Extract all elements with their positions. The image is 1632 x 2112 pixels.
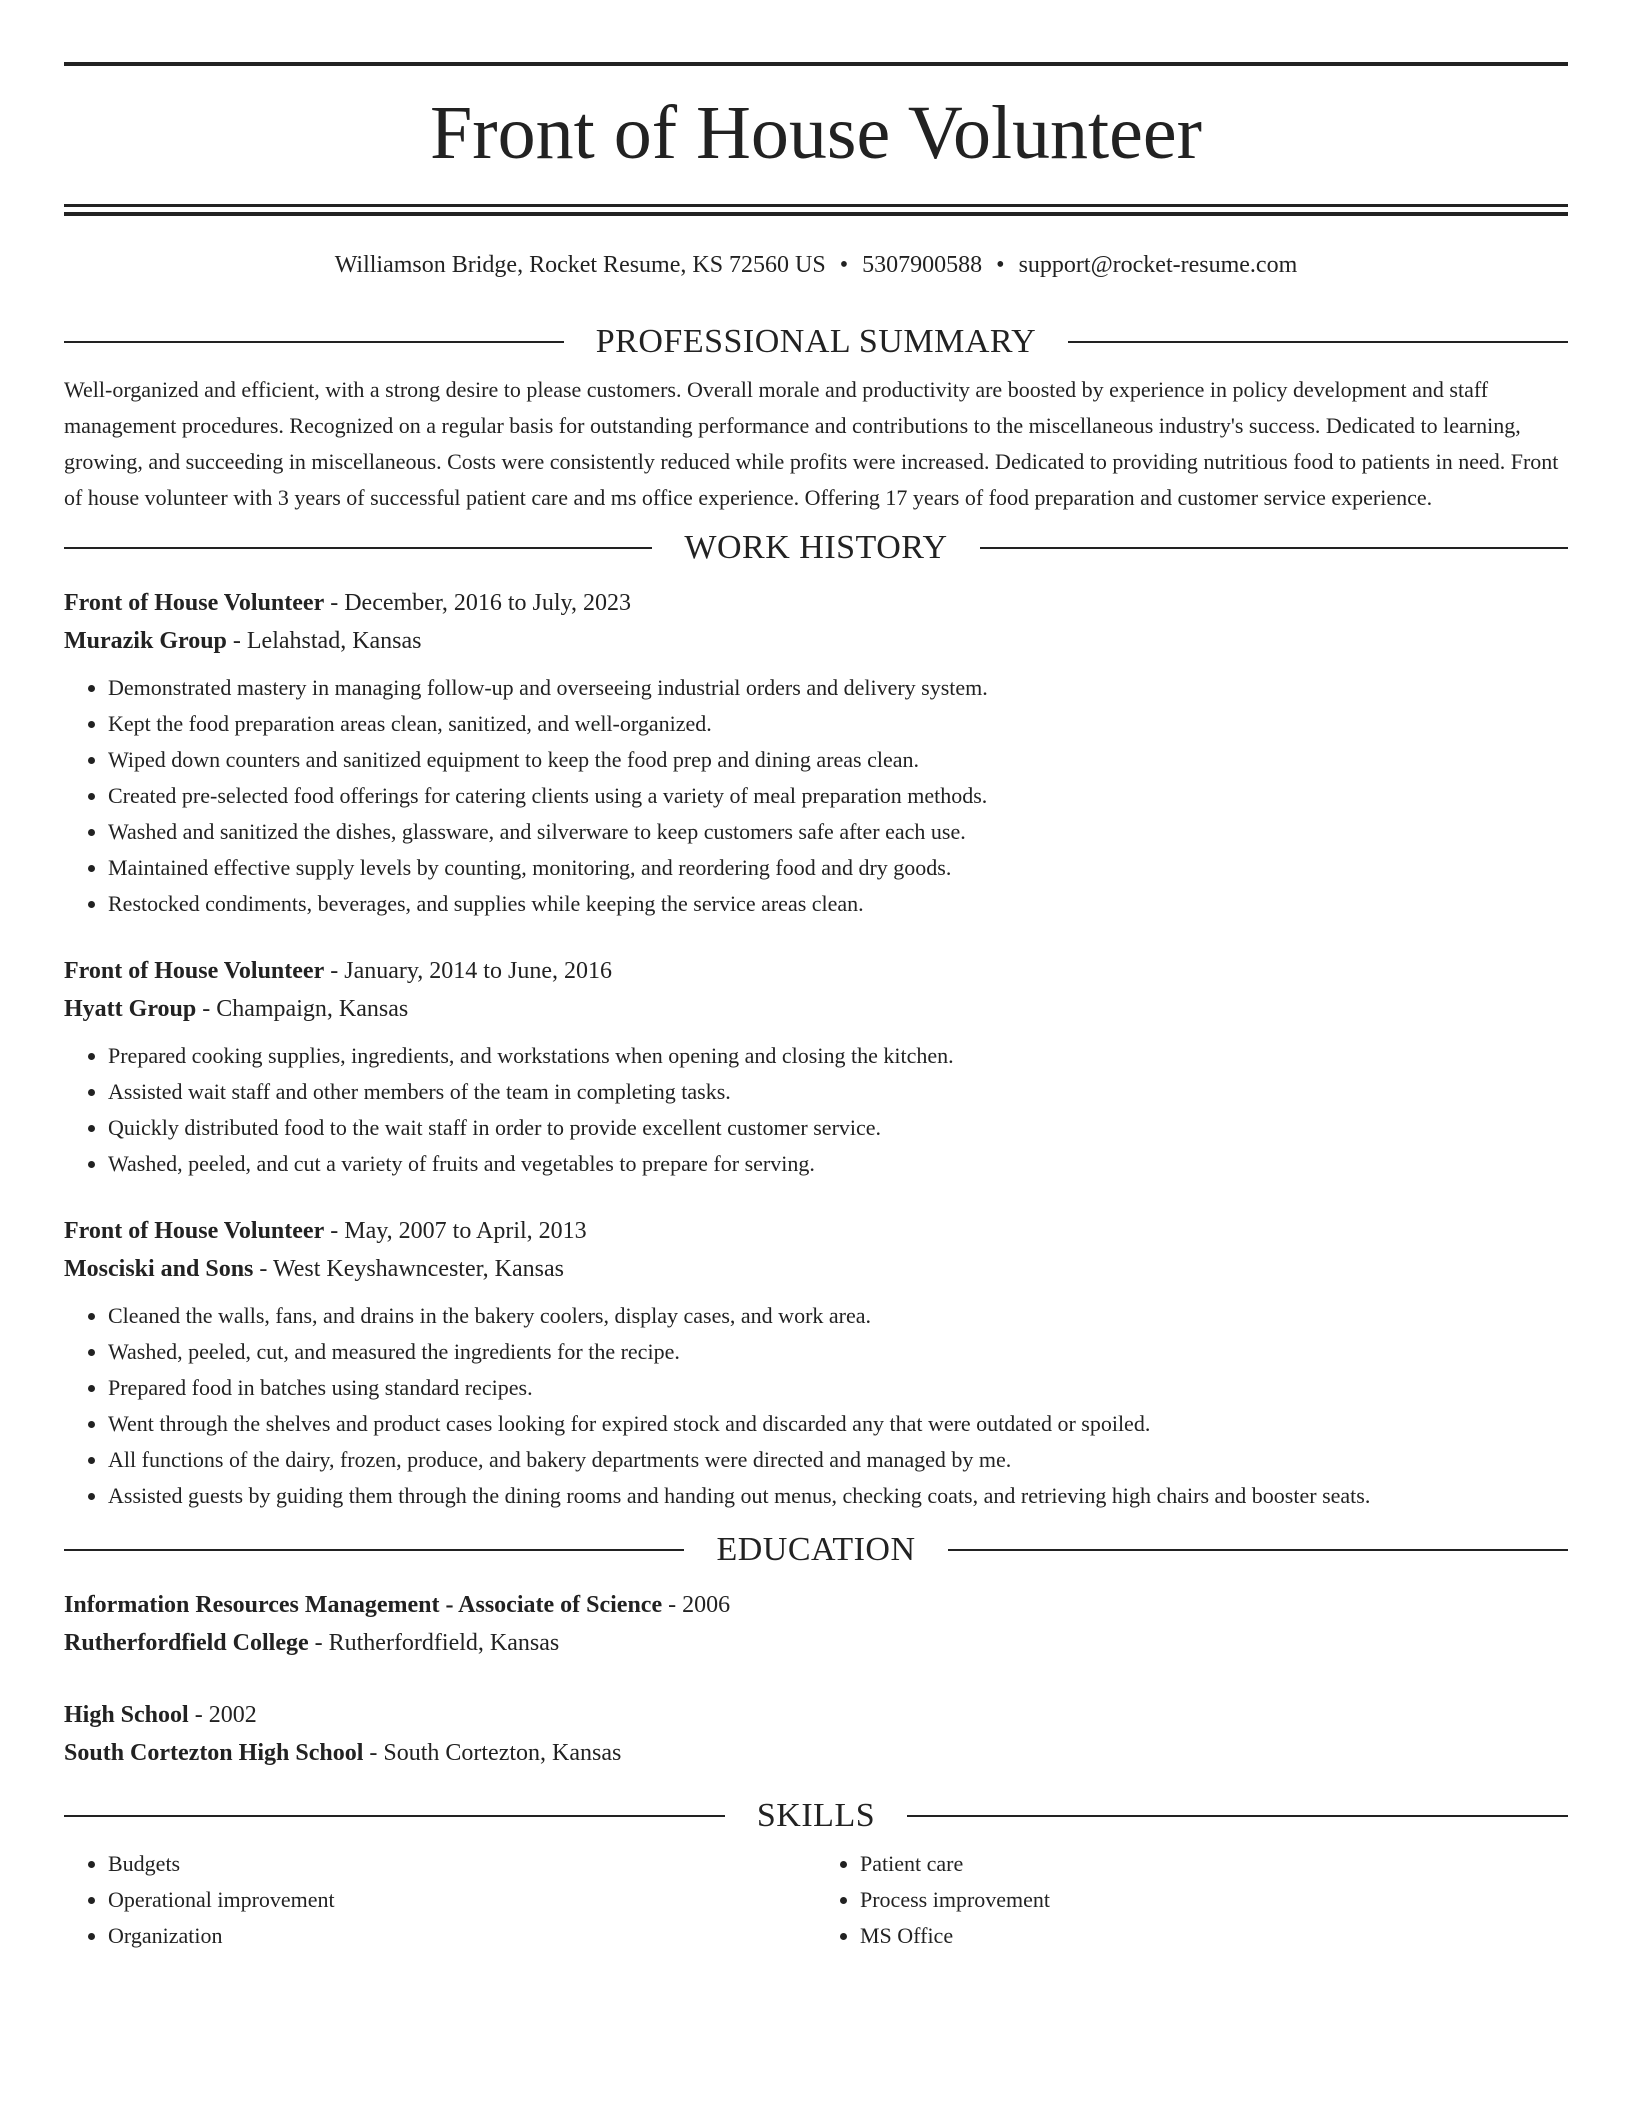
- skill-item: • MS Office: [860, 1918, 1568, 1954]
- contact-address: Williamson Bridge, Rocket Resume, KS 72560 US: [334, 252, 826, 278]
- education-degree-line: [64, 1586, 1568, 1624]
- education-degree: Information Resources Management - Associate of Science: [64, 1592, 663, 1618]
- skill-item: • Organization: [108, 1918, 816, 1954]
- list-item: • Created pre-selected food offerings for catering clients using a variety of meal preparation methods.: [108, 778, 1568, 814]
- list-item: • Assisted wait staff and other members of the team in completing tasks.: [108, 1074, 1568, 1110]
- skills-list: [64, 1846, 1568, 1954]
- job-title: Front of House Volunteer: [64, 1218, 325, 1244]
- job-bullets: [64, 1038, 1568, 1182]
- job-title: Front of House Volunteer: [64, 958, 325, 984]
- education-degree: High School: [64, 1702, 189, 1728]
- list-item: • Cleaned the walls, fans, and drains in the bakery coolers, display cases, and work area.: [108, 1298, 1568, 1334]
- list-item: • Assisted guests by guiding them through the dining rooms and handing out menus, checking coats, and retrieving high chairs and booster seats.: [108, 1478, 1568, 1514]
- job-company-line: [64, 990, 1568, 1028]
- section-title: WORK HISTORY: [684, 529, 948, 566]
- skill-item: • Process improvement: [860, 1882, 1568, 1918]
- section-divider: [64, 1815, 725, 1817]
- education-year: - 2002: [188, 1702, 257, 1728]
- list-item: • Washed, peeled, and cut a variety of fruits and vegetables to prepare for serving.: [108, 1146, 1568, 1182]
- job-title-line: [64, 952, 1568, 990]
- contact-phone: 5307900588: [862, 252, 983, 278]
- list-item: • All functions of the dairy, frozen, produce, and bakery departments were directed and managed by me.: [108, 1442, 1568, 1478]
- job-company-line: [64, 622, 1568, 660]
- skills-column-right: [816, 1846, 1568, 1954]
- section-divider: [980, 547, 1568, 549]
- job-dates: - December, 2016 to July, 2023: [324, 590, 631, 616]
- list-item: • Restocked condiments, beverages, and supplies while keeping the service areas clean.: [108, 886, 1568, 922]
- list-item: • Washed and sanitized the dishes, glassware, and silverware to keep customers safe after each use.: [108, 814, 1568, 850]
- job-location: - West Keyshawncester, Kansas: [253, 1256, 564, 1282]
- education-entry: [64, 1586, 1568, 1662]
- summary-section-heading: [64, 322, 1568, 362]
- job-entry: [64, 1212, 1568, 1514]
- skills-section-heading: [64, 1796, 1568, 1836]
- job-company-line: [64, 1250, 1568, 1288]
- education-location: - South Cortezton, Kansas: [363, 1740, 622, 1766]
- job-location: - Lelahstad, Kansas: [226, 628, 422, 654]
- list-item: • Kept the food preparation areas clean, sanitized, and well-organized.: [108, 706, 1568, 742]
- education-section-heading: [64, 1530, 1568, 1570]
- job-dates: - January, 2014 to June, 2016: [324, 958, 612, 984]
- section-title: EDUCATION: [716, 1531, 916, 1568]
- job-title: Front of House Volunteer: [64, 590, 325, 616]
- contact-email[interactable]: support@rocket-resume.com: [1018, 252, 1298, 278]
- section-divider: [64, 1549, 684, 1551]
- section-divider: [1068, 341, 1568, 343]
- list-item: • Prepared food in batches using standard recipes.: [108, 1370, 1568, 1406]
- list-item: • Went through the shelves and product cases looking for expired stock and discarded any that were outdated or spoiled.: [108, 1406, 1568, 1442]
- job-company: Mosciski and Sons: [64, 1256, 254, 1282]
- skill-item: • Operational improvement: [108, 1882, 816, 1918]
- contact-line: [64, 250, 1568, 280]
- skills-column-left: [64, 1846, 816, 1954]
- job-entry: [64, 584, 1568, 922]
- top-rule: [64, 62, 1568, 66]
- list-item: • Washed, peeled, cut, and measured the ingredients for the recipe.: [108, 1334, 1568, 1370]
- education-school: Rutherfordfield College: [64, 1630, 309, 1656]
- list-item: • Prepared cooking supplies, ingredients, and workstations when opening and closing the kitchen.: [108, 1038, 1568, 1074]
- education-school-line: [64, 1624, 1568, 1662]
- job-title-line: [64, 584, 1568, 622]
- job-company: Hyatt Group: [64, 996, 197, 1022]
- section-divider: [64, 341, 564, 343]
- education-year: - 2006: [662, 1592, 731, 1618]
- job-location: - Champaign, Kansas: [196, 996, 409, 1022]
- resume-title: Front of House Volunteer: [430, 91, 1202, 175]
- job-bullets: [64, 670, 1568, 922]
- list-item: • Demonstrated mastery in managing follow-up and overseeing industrial orders and delivery system.: [108, 670, 1568, 706]
- contact-separator: •: [839, 252, 849, 278]
- section-title: PROFESSIONAL SUMMARY: [595, 323, 1037, 360]
- job-company: Murazik Group: [64, 628, 227, 654]
- list-item: • Quickly distributed food to the wait staff in order to provide excellent customer service.: [108, 1110, 1568, 1146]
- education-school: South Cortezton High School: [64, 1740, 364, 1766]
- resume-page: [64, 0, 1568, 1954]
- education-school-line: [64, 1734, 1568, 1772]
- list-item: • Wiped down counters and sanitized equipment to keep the food prep and dining areas clean.: [108, 742, 1568, 778]
- education-location: - Rutherfordfield, Kansas: [308, 1630, 560, 1656]
- education-degree-line: [64, 1696, 1568, 1734]
- title-double-rule: [64, 204, 1568, 216]
- job-entry: [64, 952, 1568, 1182]
- section-divider: [948, 1549, 1568, 1551]
- skill-item: • Patient care: [860, 1846, 1568, 1882]
- section-divider: [64, 547, 652, 549]
- education-entry: [64, 1696, 1568, 1772]
- skill-item: • Budgets: [108, 1846, 816, 1882]
- section-divider: [907, 1815, 1568, 1817]
- contact-separator: •: [996, 252, 1005, 278]
- job-bullets: [64, 1298, 1568, 1514]
- job-title-line: [64, 1212, 1568, 1250]
- section-title: SKILLS: [756, 1797, 876, 1834]
- job-dates: - May, 2007 to April, 2013: [324, 1218, 587, 1244]
- list-item: • Maintained effective supply levels by counting, monitoring, and reordering food and dry goods.: [108, 850, 1568, 886]
- work-section-heading: [64, 528, 1568, 568]
- summary-text: Well-organized and efficient, with a strong desire to please customers. Overall morale and productivity are boosted by experience in policy development and staff management procedures. Recognized on a regular basis for outstanding performance and contributions to the miscellaneous industry's success. Dedicated to learning, growing, and succeeding in miscellaneous. Costs were consistently reduced while profits were increased. Dedicated to providing nutritious food to patients in need. Front of house volunteer with 3 years of successful patient care and ms office experience. Offering 17 years of food preparation and customer service experience.: [64, 377, 1559, 510]
